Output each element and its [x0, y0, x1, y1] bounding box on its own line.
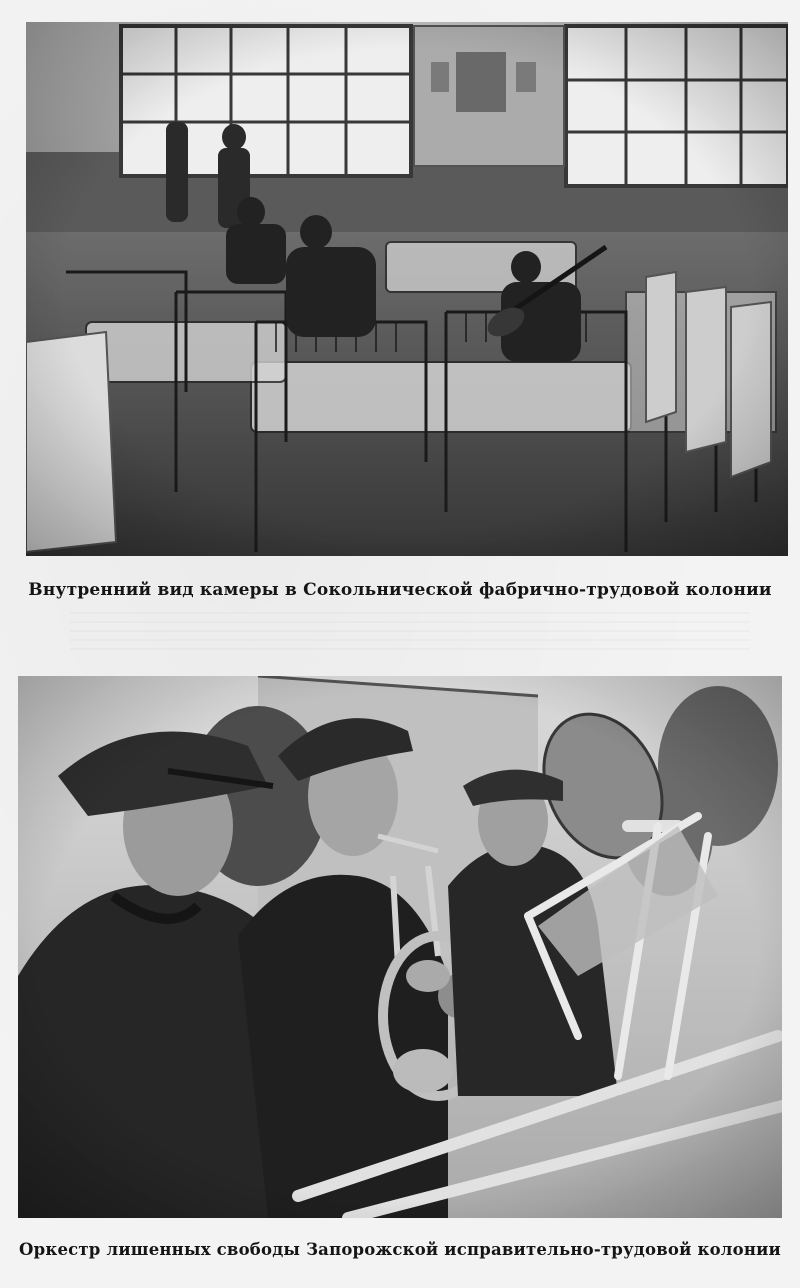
caption-cell-interior: Внутренний вид камеры в Сокольнической фабрично-трудовой колонии	[28, 580, 772, 600]
caption-orchestra: Оркестр лишенных свободы Запорожской исправительно-трудовой колонии	[19, 1240, 781, 1259]
photo-cell-interior	[26, 22, 788, 556]
photo-orchestra	[18, 676, 782, 1218]
show-through-text	[70, 612, 750, 652]
